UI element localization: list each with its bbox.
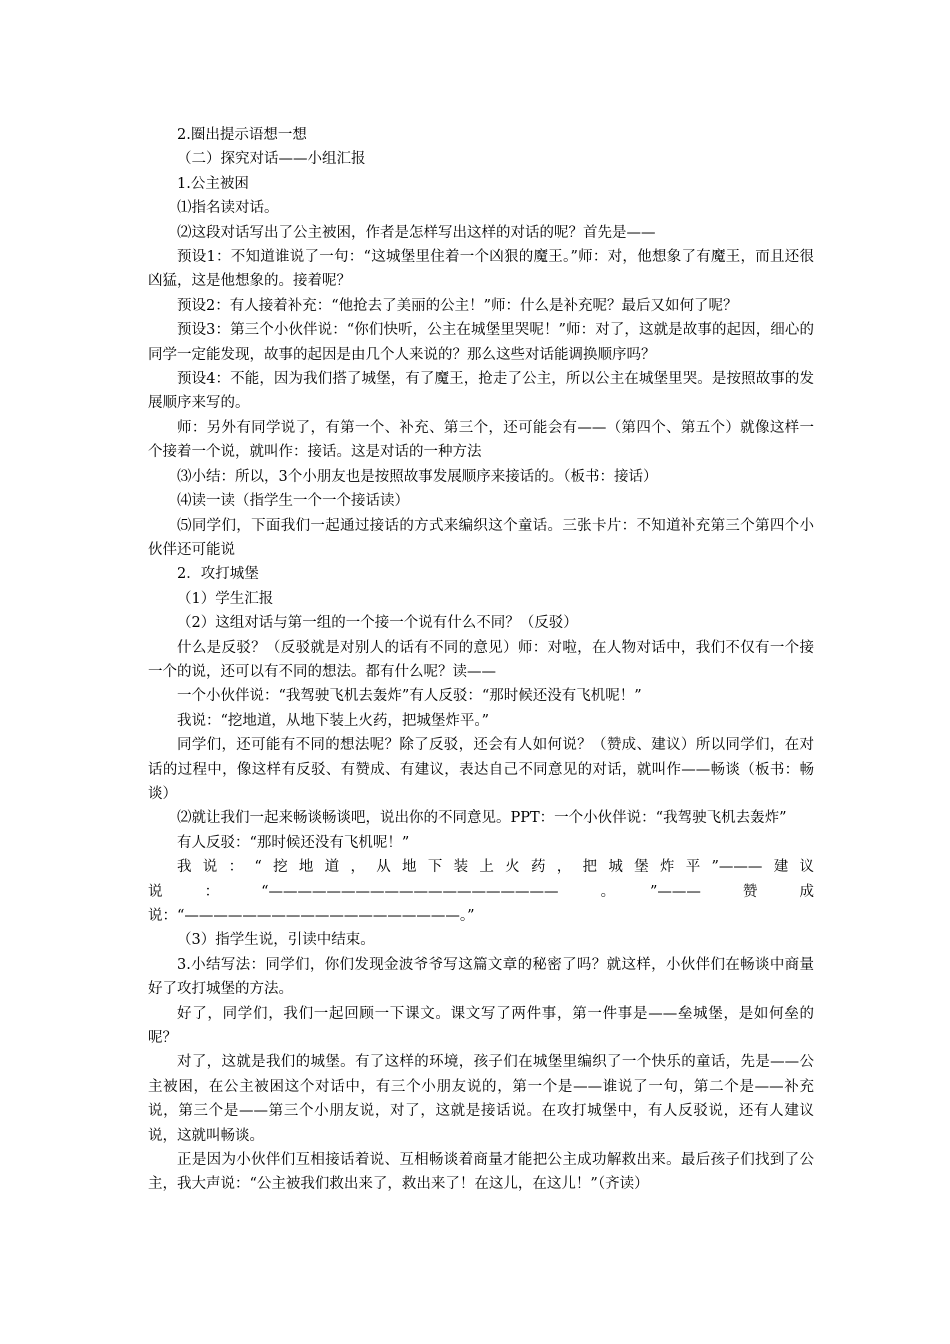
paragraph: 好了，同学们，我们一起回顾一下课文。课文写了两件事，第一件事是——垒城堡，是如何垒的呢？ [148,1005,814,1047]
paragraph: 3.小结写法：同学们，你们发现金波爷爷写这篇文章的秘密了吗？就这样，小伙伴们在畅谈中商量好了攻打城堡的方法。 [148,956,814,998]
paragraph: 预设3：第三个小伙伴说：“你们快听，公主在城堡里哭呢！”师：对了，这就是故事的起因，细心的同学一定能发现，故事的起因是由几个人来说的？那么这些对话能调换顺序吗？ [148,322,814,363]
paragraph: 预设2：有人接着补充：“他抢去了美丽的公主！”师：什么是补充呢？最后又如何了呢？ [177,297,738,314]
paragraph: 师：另外有同学说了，有第一个、补充、第三个，还可能会有——（第四个、第五个）就像这样一个接着一个说，就叫作：接话。这是对话的一种方法 [148,419,814,461]
paragraph: 对了，这就是我们的城堡。有了这样的环境，孩子们在城堡里编织了一个快乐的童话，先是——公主被困，在公主被困这个对话中，有三个小朋友说的，第一个是——谁说了一句，第二个是——补充说，第三个是——第三个小朋友说，对了，这就是接话说。在攻打城堡中，有人反驳说，还有人建议说，这就叫畅谈。 [148,1054,814,1144]
paragraph: ⑵这段对话写出了公主被困，作者是怎样写出这样的对话的呢？首先是—— [177,224,656,241]
paragraph: ⑴指名读对话。 [177,200,279,217]
subsection-heading: 1.公主被困 [177,175,249,192]
paragraph: 同学们，还可能有不同的想法呢？除了反驳，还会有人如何说？（赞成、建议）所以同学们，在对话的过程中，像这样有反驳、有赞成、有建议，表达自己不同意见的对话，就叫作——畅谈（板书：畅谈） [148,737,814,802]
paragraph: 正是因为小伙伴们互相接话着说、互相畅谈着商量才能把公主成功解救出来。最后孩子们找到了公主，我大声说：“公主被我们救出来了，救出来了！在这儿，在这儿！”（齐读） [148,1152,814,1193]
paragraph: ⑵就让我们一起来畅谈畅谈吧，说出你的不同意见。PPT：一个小伙伴说：“我驾驶飞机去轰炸” [177,810,787,827]
paragraph: ⑷读一读（指学生一个一个接话读） [177,493,409,510]
paragraph: 预设1：不知道谁说了一句：“这城堡里住着一个凶狠的魔王。”师：对，他想象了有魔王，而且还很凶猛，这是他想象的。接着呢？ [148,249,814,290]
subsection-heading: 2．攻打城堡 [177,566,259,583]
paragraph: 我说：“挖地道，从地下装上火药，把城堡炸平”———建议说：“————————————————————。”———赞成说：“———————————————————。” [148,859,814,924]
paragraph: 什么是反驳？（反驳就是对别人的话有不同的意见）师：对啦，在人物对话中，我们不仅有一个接一个的说，还可以有不同的想法。都有什么呢？读—— [148,639,814,680]
section-heading: （二）探究对话——小组汇报 [177,151,366,168]
paragraph: 预设4：不能，因为我们搭了城堡，有了魔王，抢走了公主，所以公主在城堡里哭。是按照故事的发展顺序来写的。 [148,371,814,412]
paragraph: 我说：“挖地道，从地下装上火药，把城堡炸平。” [177,712,490,729]
paragraph: （1）学生汇报 [177,590,274,607]
paragraph: 2.圈出提示语想一想 [177,127,307,143]
paragraph: ⑸同学们，下面我们一起通过接话的方式来编织这个童话。三张卡片：不知道补充第三个第四个小伙伴还可能说 [148,517,814,558]
paragraph: 有人反驳：“那时候还没有飞机呢！” [177,834,410,851]
paragraph: ⑶小结：所以，3个小朋友也是按照故事发展顺序来接话的。（板书：接话） [177,468,658,485]
paragraph: （3）指学生说，引读中结束。 [177,932,375,949]
paragraph: 一个小伙伴说：“我驾驶飞机去轰炸”有人反驳：“那时候还没有飞机呢！” [177,688,642,705]
document-body [148,123,814,1197]
paragraph: （2）这组对话与第一组的一个接一个说有什么不同？（反驳） [177,615,578,632]
